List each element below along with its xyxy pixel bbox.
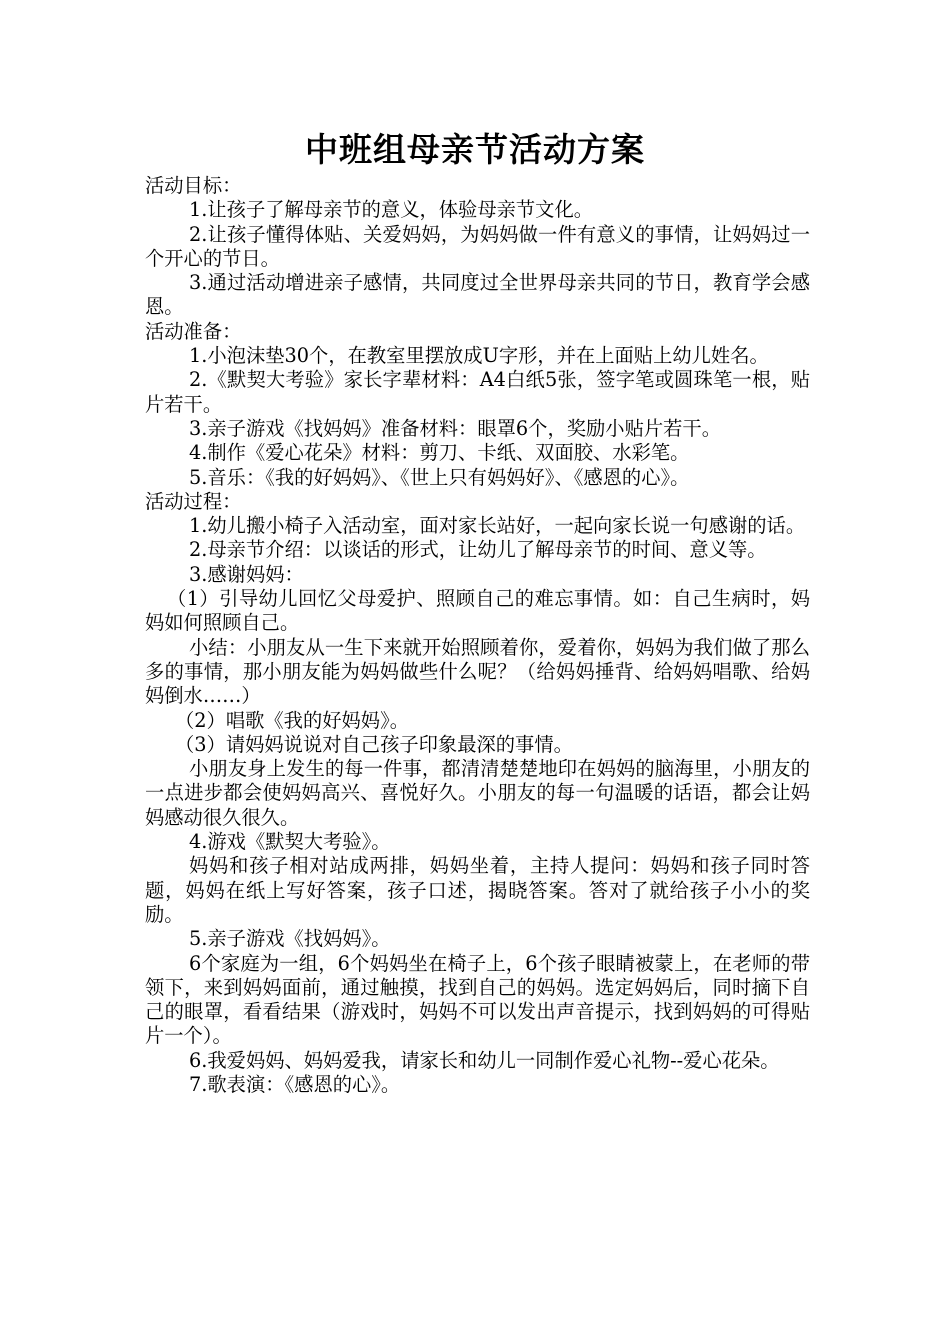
paragraph: 6.我爱妈妈、妈妈爱我，请家长和幼儿一同制作爱心礼物--爱心花朵。 [189, 1048, 780, 1072]
paragraph: （1）引导幼儿回忆父母爱护、照顾自己的难忘事情。如：自己生病时，妈妈如何照顾自己。 [145, 587, 810, 635]
paragraph: 1.让孩子了解母亲节的意义，体验母亲节文化。 [189, 198, 594, 222]
paragraph: 小朋友身上发生的每一件事，都清清楚楚地印在妈妈的脑海里，小朋友的一点进步都会使妈妈高兴、喜悦好久。小朋友的每一句温暖的话语，都会让妈妈感动很久很久。 [145, 757, 810, 829]
paragraph: （3）请妈妈说说对自己孩子印象最深的事情。 [175, 732, 573, 756]
paragraph: 2.《默契大考验》家长字辈材料：A4白纸5张，签字笔或圆珠笔一根，贴片若干。 [145, 368, 810, 416]
section-heading-goals: 活动目标： [145, 174, 242, 197]
paragraph: 1.幼儿搬小椅子入活动室，面对家长站好，一起向家长说一句感谢的话。 [189, 514, 806, 538]
section-heading-preparation: 活动准备： [145, 319, 242, 343]
paragraph: 7.歌表演：《感恩的心》。 [189, 1072, 401, 1096]
paragraph: 3.亲子游戏《找妈妈》准备材料：眼罩6个，奖励小贴片若干。 [189, 416, 721, 440]
paragraph: 2.让孩子懂得体贴、关爱妈妈，为妈妈做一件有意义的事情，让妈妈过一个开心的节日。 [145, 222, 810, 270]
paragraph: 妈妈和孩子相对站成两排，妈妈坐着，主持人提问：妈妈和孩子同时答题，妈妈在纸上写好答案，孩子口述，揭晓答案。答对了就给孩子小小的奖励。 [145, 854, 810, 926]
paragraph: 6个家庭为一组，6个妈妈坐在椅子上，6个孩子眼睛被蒙上，在老师的带领下，来到妈妈面前，通过触摸，找到自己的妈妈。选定妈妈后，同时摘下自己的眼罩，看看结果（游戏时，妈妈不可以发出声音提示，找到妈妈的可得贴片一个）。 [145, 951, 810, 1048]
paragraph: 5.音乐：《我的好妈妈》、《世上只有妈妈好》、《感恩的心》。 [189, 465, 690, 489]
paragraph: 3.感谢妈妈： [189, 562, 304, 586]
paragraph: 2.母亲节介绍：以谈话的形式，让幼儿了解母亲节的时间、意义等。 [189, 538, 767, 562]
paragraph: 小结：小朋友从一生下来就开始照顾着你，爱着你，妈妈为我们做了那么多的事情，那小朋友能为妈妈做些什么呢？（给妈妈捶背、给妈妈唱歌、给妈妈倒水……） [145, 635, 810, 708]
section-heading-process: 活动过程： [145, 489, 242, 513]
document-body [145, 174, 810, 1097]
document-title: 中班组母亲节活动方案 [305, 130, 645, 169]
paragraph: 3.通过活动增进亲子感情，共同度过全世界母亲共同的节日，教育学会感恩。 [145, 271, 810, 319]
paragraph: （2）唱歌《我的好妈妈》。 [175, 708, 409, 732]
paragraph: 1.小泡沫垫30个，在教室里摆放成U字形，并在上面贴上幼儿姓名。 [189, 344, 769, 368]
paragraph: 4.游戏《默契大考验》。 [189, 830, 391, 854]
paragraph: 5.亲子游戏《找妈妈》。 [189, 927, 391, 951]
paragraph: 4.制作《爱心花朵》材料：剪刀、卡纸、双面胶、水彩笔。 [189, 441, 690, 465]
